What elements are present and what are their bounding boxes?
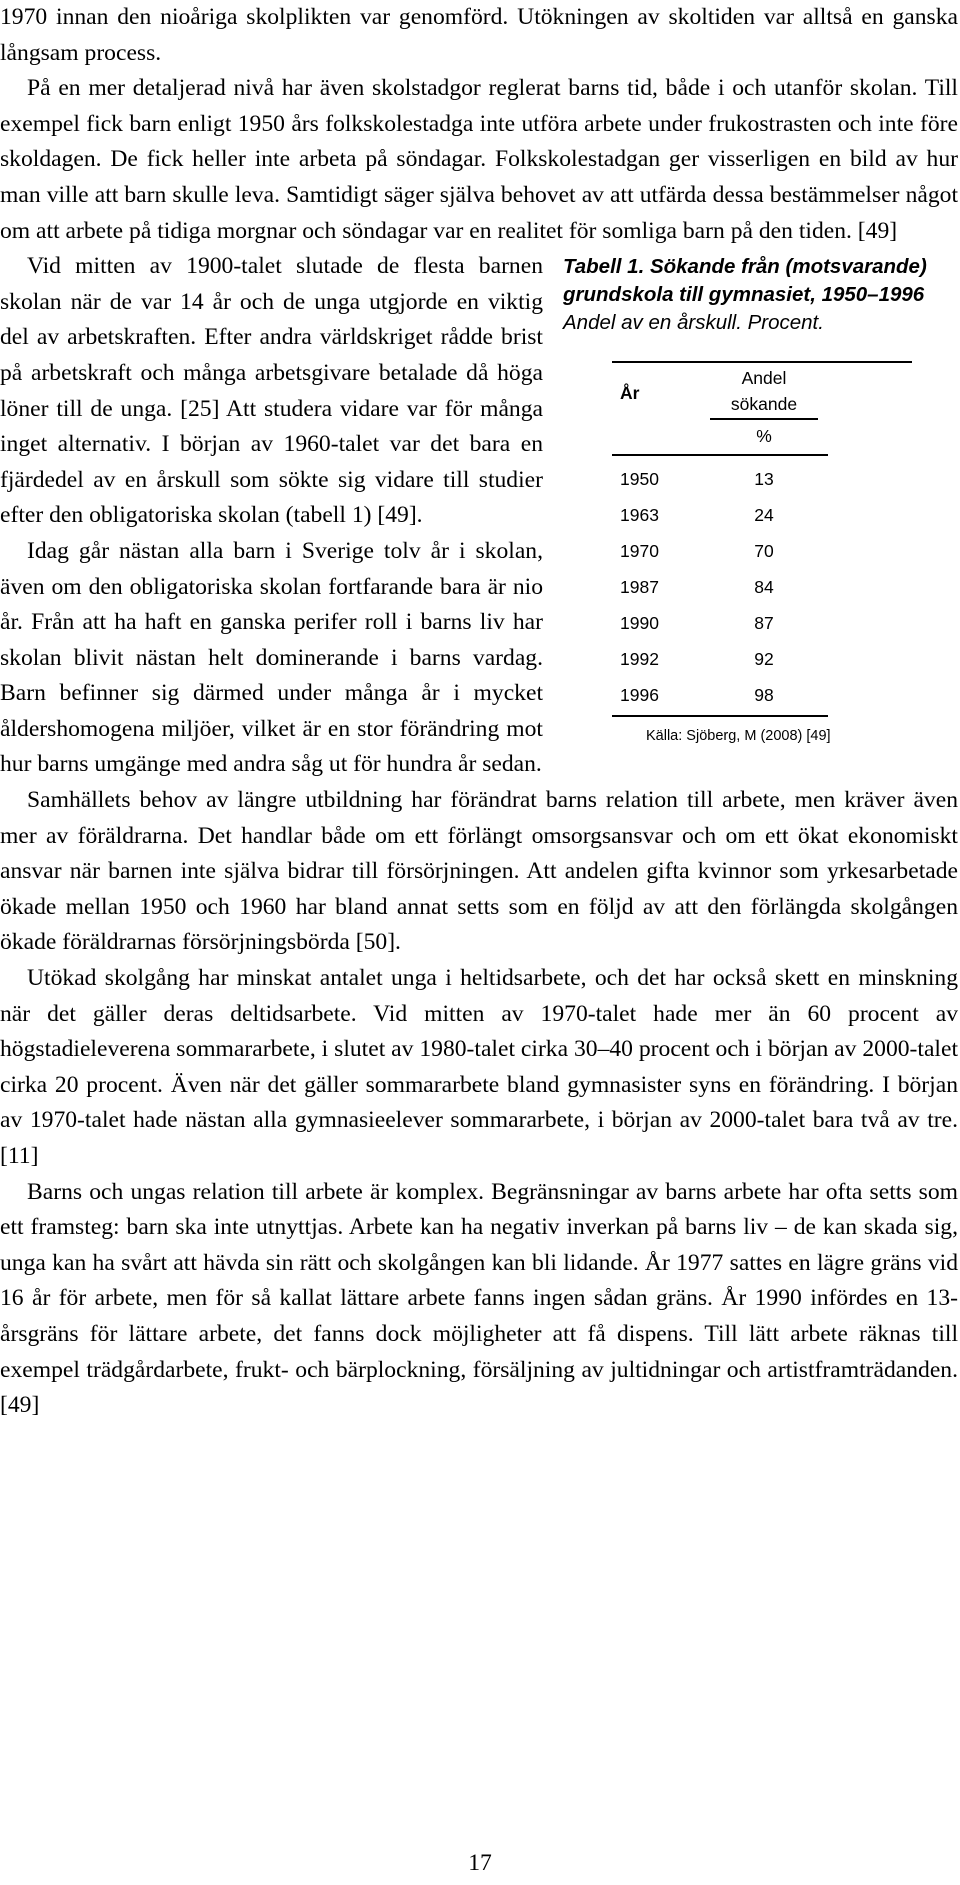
table-caption-title: Tabell 1. Sökande från (motsvarande) grundskola till gymnasiet, 1950–1996 [563, 255, 927, 306]
table-cell-value: 24 [754, 504, 774, 525]
table-row [612, 679, 828, 715]
table-cell-year: 1963 [620, 504, 659, 525]
table-row [612, 463, 828, 499]
column-header-unit: % [756, 425, 772, 446]
table-header [612, 361, 912, 463]
table-row [612, 535, 828, 571]
page-number: 17 [468, 1850, 492, 1876]
table-cell-value: 70 [754, 540, 774, 561]
paragraph: Vid mitten av 1900-talet slutade de flesta barnen skolan när de var 14 år och de unga utgjorde en viktig del av arbetskraften. Efter andra världskriget rådde brist på arbetskraft och många arbetsgivare betalade då höga löner till de unga. [25] Att studera vidare var för många inget alternativ. I början av 1960-talet var det bara en fjärdedel av en årskull som sökte sig vidare till studier efter den obligatoriska skolan (tabell 1) [49]. [0, 253, 543, 529]
column-header-year: År [620, 382, 640, 403]
table-caption [557, 253, 960, 336]
paragraph: Barns och ungas relation till arbete är komplex. Begränsningar av barns arbete har ofta setts som ett framsteg: barn ska inte utnyttjas. Arbete kan ha negativ inverkan på barns liv – de kan skada sig, unga kan ha svårt att hävda sin rätt och skolgången kan bli lidande. År 1977 sattes en lägre gräns vid 16 år för arbete, men för så kallat lättare arbete fanns ingen sådan gräns. År 1990 infördes en 13-årsgräns för lättare arbete, det fanns dock möjligheter att få dispens. Till lätt arbete räknas till exempel trädgårdarbete, frukt- och bärplockning, försäljning av jultidningar och artistframträdanden. [49] [0, 1178, 958, 1419]
paragraph: På en mer detaljerad nivå har även skolstadgor reglerat barns tid, både i och utanför skolan. Till exempel fick barn enligt 1950 års folkskolestadga inte utföra arbete under frukostrasten och inte före skoldagen. De fick heller inte arbeta på söndagar. Folkskolestadgan ger visserligen en bild av hur man ville att barn skulle leva. Samtidigt säger själva behovet av att utfärda dessa bestämmelser något om att arbete på tidiga morgnar och söndagar var en realitet för somliga barn på den tiden. [49] [0, 75, 958, 244]
table-1 [557, 253, 960, 746]
paragraph: Samhällets behov av längre utbildning har förändrat barns relation till arbete, men kräver även mer av föräldrarna. Det handlar både om ett förlängt omsorgsansvar och om ett ökat ekonomiskt ansvar när barnen inte själva bidrar till försörjningen. Att andelen gifta kvinnor som yrkesarbetade ökade mellan 1950 och 1960 har bland annat setts som en följd av att den förlängda skolgången ökade föräldrarnas försörjningsbörda [50]. [0, 787, 958, 956]
table-cell-year: 1970 [620, 540, 659, 561]
table-cell-year: 1992 [620, 648, 659, 669]
table-caption-subtitle: Andel av en årskull. Procent. [563, 310, 824, 334]
paragraph: Idag går nästan alla barn i Sverige tolv år i skolan, även om den obligatoriska skolan fortfarande bara är nio år. Från att ha haft en ganska perifer roll i barns liv har skolan blivit nästan helt dominerande i barns vardag. Barn befinner sig därmed under många år i mycket åldershomogena miljöer, vilket är en stor förändring mot hur barns umgänge med andra såg ut för hundra år sedan. [0, 537, 543, 778]
table-row [612, 571, 828, 607]
table-cell-value: 92 [754, 648, 774, 669]
table-cell-value: 98 [754, 684, 774, 705]
table-cell-year: 1996 [620, 684, 659, 705]
table-cell-year: 1987 [620, 576, 659, 597]
paragraph: 1970 innan den nioåriga skolplikten var genomförd. Utökningen av skoltiden var alltså en ganska långsam process. [0, 4, 958, 66]
header-rule [612, 454, 828, 456]
paragraph: Utökad skolgång har minskat antalet unga i heltidsarbete, och det har också skett en minskning när det gäller deras deltidsarbete. Vid mitten av 1970-talet hade mer än 60 procent av högstadieleverena sommararbete, i slutet av 1980-talet cirka 30–40 procent och i början av 2000-talet cirka 20 procent. Även när det gäller sommararbete bland gymnasister syns en förändring. I början av 1970-talet hade nästan alla gymnasieelever sommararbete, i början av 2000-talet bara två av tre. [11] [0, 965, 958, 1169]
table-cell-value: 13 [754, 468, 774, 489]
table-bottom-rule [612, 715, 828, 717]
table-body [612, 463, 912, 715]
table-row [612, 607, 828, 643]
column-header-share: Andel sökande [730, 367, 798, 414]
table-row [612, 643, 828, 679]
table-cell-value: 84 [754, 576, 774, 597]
table-cell-value: 87 [754, 612, 774, 633]
table-source: Källa: Sjöberg, M (2008) [49] [646, 727, 831, 744]
header-divider [710, 418, 818, 420]
table-cell-year: 1950 [620, 468, 659, 489]
data-table [612, 361, 912, 747]
table-row [612, 499, 828, 535]
table-cell-year: 1990 [620, 612, 659, 633]
